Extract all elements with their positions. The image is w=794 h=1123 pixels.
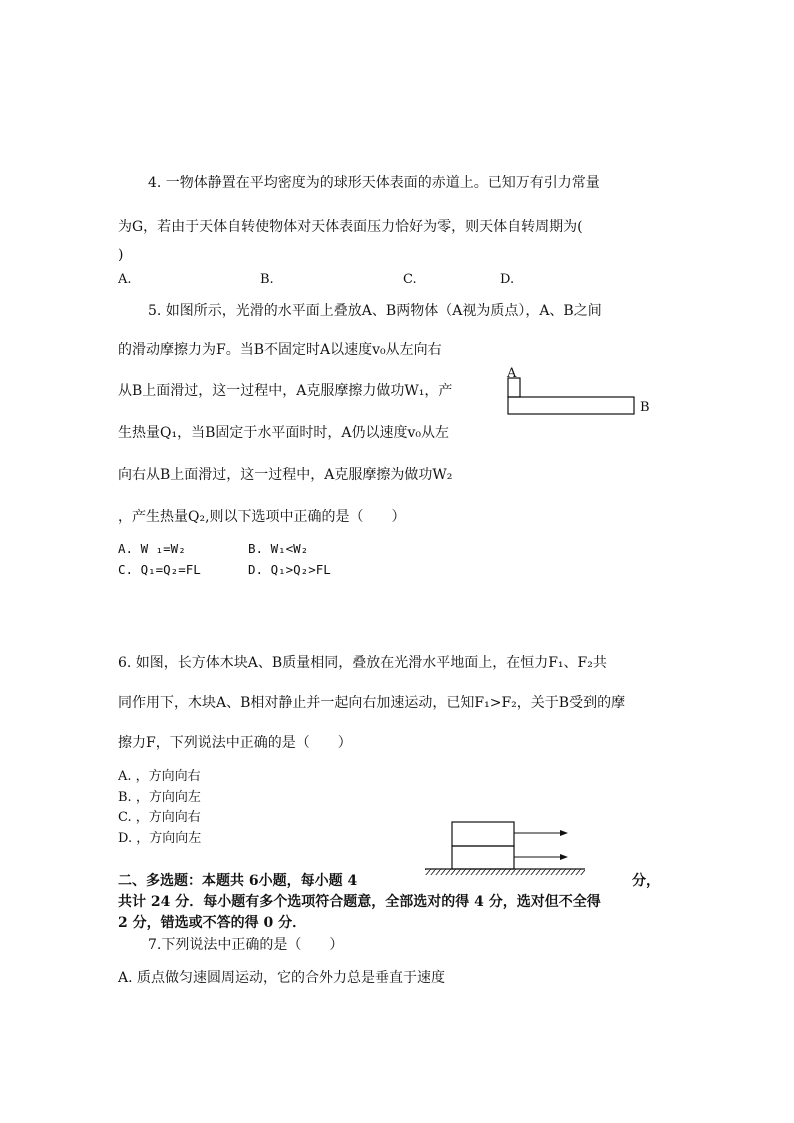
section2-line2: 共计 24 分．每小题有多个选项符合题意，全部选对的得 4 分，选对但不全得 (118, 894, 601, 910)
q4-line2: 为G，若由于天体自转使物体对天体表面压力恰好为零，则天体自转周期为( (118, 219, 583, 235)
q4-option-d: D. (500, 272, 515, 287)
q5-option-a: A. W ₁=W₂ (118, 541, 186, 556)
q6-option-d: D. ，方向向左 (118, 831, 202, 846)
q6-line3: 擦力F，下列说法中正确的是（ ） (118, 735, 352, 751)
q4-line3: ) (118, 247, 124, 263)
q6-force-f1-arrowhead (560, 830, 568, 836)
q5-label-b: B (640, 400, 650, 415)
q7-stem: 7.下列说法中正确的是（ ） (148, 937, 344, 953)
q5-line6: ，产生热量Q₂,则以下选项中正确的是（ ） (118, 509, 406, 525)
q5-line2: 的滑动摩擦力为F。当B不固定时A以速度v₀从左向右 (118, 342, 442, 358)
q6-ground-hatch (425, 869, 585, 875)
section2-line1a: 二、多选题：本题共 6小题，每小题 4 (118, 873, 358, 889)
q6-option-b: B. ，方向向左 (118, 790, 201, 805)
q5-line4: 生热量Q₁，当B固定于水平面时时，A仍以速度v₀从左 (118, 425, 450, 441)
q5-line1: 5. 如图所示，光滑的水平面上叠放A、B两物体（A视为质点），A、B之间 (148, 303, 602, 319)
q6-force-f2-arrowhead (560, 854, 568, 860)
q5-option-d: D. Q₁>Q₂>FL (248, 562, 331, 577)
q4-line1: 4. 一物体静置在平均密度为的球形天体表面的赤道上。已知万有引力常量 (148, 175, 600, 191)
q4-option-c: C. (403, 272, 417, 287)
q6-block-a (452, 822, 514, 846)
q6-option-c: C. ，方向向右 (118, 810, 201, 825)
q5-option-b: B. W₁<W₂ (248, 541, 309, 556)
q6-block-b (452, 846, 514, 869)
q5-line3: 从B上面滑过，这一过程中，A克服摩擦力做功W₁，产 (118, 383, 453, 399)
section2-line1b: 分， (632, 873, 660, 889)
q6-line1: 6. 如图，长方体木块A、B质量相同，叠放在光滑水平地面上，在恒力F₁、F₂共 (118, 655, 607, 671)
q4-option-b: B. (260, 272, 274, 287)
q5-option-c: C. Q₁=Q₂=FL (118, 562, 201, 577)
q7-option-a: A. 质点做匀速圆周运动，它的合外力总是垂直于速度 (118, 970, 446, 986)
q5-label-a: A (507, 366, 517, 381)
q4-option-a: A. (118, 272, 132, 287)
q5-line5: 向右从B上面滑过，这一过程中，A克服摩擦为做功W₂ (118, 467, 453, 483)
section2-line3: 2 分，错选或不答的得 0 分． (118, 915, 307, 931)
q6-line2: 同作用下，木块A、B相对静止并一起向右加速运动，已知F₁>F₂，关于B受到的摩 (118, 695, 626, 711)
q6-option-a: A. ，方向向右 (118, 769, 201, 784)
